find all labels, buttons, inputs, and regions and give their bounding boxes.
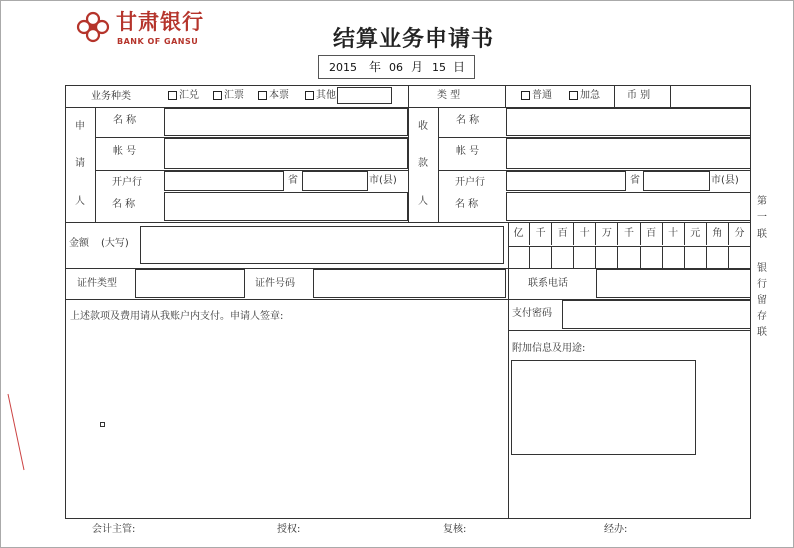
amount-digit-label: 十	[663, 222, 685, 245]
option-draft-checkbox[interactable]	[213, 91, 222, 100]
side-note-5: 行	[757, 279, 767, 290]
applicant-bank-label-1: 开户行	[112, 177, 142, 188]
payee-side-2: 款	[418, 158, 428, 169]
currency-input[interactable]	[670, 85, 751, 107]
applicant-city-input[interactable]	[302, 171, 368, 191]
footer-supervisor: 会计主管:	[92, 524, 136, 535]
amount-digit-label: 万	[596, 222, 618, 245]
payee-bank-name-input[interactable]	[506, 192, 751, 221]
payee-city-label: 市(县)	[711, 175, 739, 186]
amount-digit-cell[interactable]	[596, 246, 618, 268]
date-day: 15	[432, 61, 446, 74]
amount-digit-cell[interactable]	[641, 246, 663, 268]
payee-province-label: 省	[630, 175, 640, 186]
type-urgent-checkbox[interactable]	[569, 91, 578, 100]
option-cashier-check-label: 本票	[269, 90, 289, 101]
date-field[interactable]	[318, 55, 475, 79]
side-note-8: 联	[757, 327, 767, 338]
side-note-2: 一	[757, 212, 767, 223]
amount-digit-cell[interactable]	[552, 246, 574, 268]
date-year: 2015	[329, 61, 357, 74]
amount-digit-label: 元	[685, 222, 707, 245]
additional-info-label: 附加信息及用途:	[512, 343, 586, 354]
option-cashier-check-checkbox[interactable]	[258, 91, 267, 100]
amount-digit-label: 百	[552, 222, 574, 245]
applicant-bank-label-2: 名 称	[112, 199, 136, 210]
payee-name-label: 名 称	[456, 115, 480, 126]
applicant-bank-name-input[interactable]	[164, 192, 408, 221]
applicant-account-input[interactable]	[164, 138, 408, 169]
amount-digit-label: 十	[574, 222, 596, 245]
side-note-7: 存	[757, 311, 767, 322]
applicant-side-1: 申	[75, 121, 85, 132]
applicant-name-label: 名 称	[113, 115, 137, 126]
signature-statement: 上述款项及费用请从我账户内支付。申请人签章:	[70, 311, 284, 322]
amount-digit-grid	[508, 222, 751, 268]
pay-password-input[interactable]	[562, 300, 751, 329]
id-number-input[interactable]	[313, 269, 506, 298]
amount-digit-label: 角	[707, 222, 729, 245]
payee-bank-label-1: 开户行	[455, 177, 485, 188]
option-other-checkbox[interactable]	[305, 91, 314, 100]
type-label: 类 型	[437, 90, 461, 101]
amount-digit-cell[interactable]	[729, 246, 751, 268]
payee-side-1: 收	[418, 121, 428, 132]
payee-account-label: 帐 号	[456, 146, 480, 157]
applicant-side-3: 人	[75, 196, 85, 207]
date-month-unit: 月	[411, 60, 424, 74]
option-draft-label: 汇票	[224, 90, 244, 101]
applicant-account-label: 帐 号	[113, 146, 137, 157]
amount-capital-input[interactable]	[140, 226, 504, 264]
date-day-unit: 日	[453, 60, 466, 74]
amount-digit-label: 分	[729, 222, 751, 245]
bank-name-en: BANK OF GANSU	[117, 37, 199, 46]
phone-input[interactable]	[596, 269, 751, 298]
payee-side-3: 人	[418, 196, 428, 207]
footer-handler: 经办:	[604, 524, 628, 535]
footer-review: 复核:	[443, 524, 467, 535]
type-normal-checkbox[interactable]	[521, 91, 530, 100]
amount-digit-cell[interactable]	[574, 246, 596, 268]
side-note-1: 第	[757, 196, 767, 207]
red-edge-mark	[6, 392, 26, 472]
side-note-3: 联	[757, 229, 767, 240]
applicant-province-input[interactable]	[164, 171, 284, 191]
option-other-input[interactable]	[337, 87, 392, 104]
additional-info-input[interactable]	[511, 360, 696, 455]
amount-capital-label: (大写)	[101, 238, 129, 249]
bank-name-cn: 甘肃银行	[116, 10, 204, 34]
applicant-province-label: 省	[288, 175, 298, 186]
option-other-label: 其他	[316, 90, 336, 101]
payee-province-input[interactable]	[506, 171, 626, 191]
option-remittance-checkbox[interactable]	[168, 91, 177, 100]
amount-digit-cell[interactable]	[508, 246, 530, 268]
footer-authorize: 授权:	[277, 524, 301, 535]
payee-name-input[interactable]	[506, 108, 751, 136]
amount-digit-cell[interactable]	[663, 246, 685, 268]
pay-password-label: 支付密码	[512, 308, 552, 319]
amount-digit-cell[interactable]	[530, 246, 552, 268]
applicant-side-2: 请	[75, 158, 85, 169]
amount-digit-label: 亿	[508, 222, 530, 245]
applicant-name-input[interactable]	[164, 108, 408, 136]
amount-digit-label: 千	[618, 222, 640, 245]
applicant-city-label: 市(县)	[369, 175, 397, 186]
option-remittance-label: 汇兑	[179, 90, 199, 101]
payee-city-input[interactable]	[643, 171, 710, 191]
currency-label: 币 别	[627, 90, 651, 101]
id-number-label: 证件号码	[255, 278, 295, 289]
signature-area[interactable]	[66, 325, 507, 518]
amount-digit-cell[interactable]	[685, 246, 707, 268]
payee-bank-label-2: 名 称	[455, 199, 479, 210]
type-normal-label: 普通	[532, 90, 552, 101]
side-note-6: 留	[757, 295, 767, 306]
amount-digit-label: 千	[530, 222, 552, 245]
amount-digit-cell[interactable]	[618, 246, 640, 268]
id-type-input[interactable]	[135, 269, 245, 298]
phone-label: 联系电话	[528, 278, 568, 289]
amount-label: 金额	[69, 238, 89, 249]
payee-account-input[interactable]	[506, 138, 751, 169]
amount-digit-cell[interactable]	[707, 246, 729, 268]
form-title: 结算业务申请书	[333, 27, 495, 52]
small-square-mark	[100, 422, 105, 427]
amount-digit-label: 百	[641, 222, 663, 245]
date-year-unit: 年	[369, 60, 382, 74]
id-type-label: 证件类型	[77, 278, 117, 289]
type-urgent-label: 加急	[580, 90, 600, 101]
date-month: 06	[389, 61, 403, 74]
side-note-4: 银	[757, 263, 767, 274]
bank-logo-icon	[76, 11, 110, 43]
business-type-label: 业务种类	[91, 91, 131, 102]
